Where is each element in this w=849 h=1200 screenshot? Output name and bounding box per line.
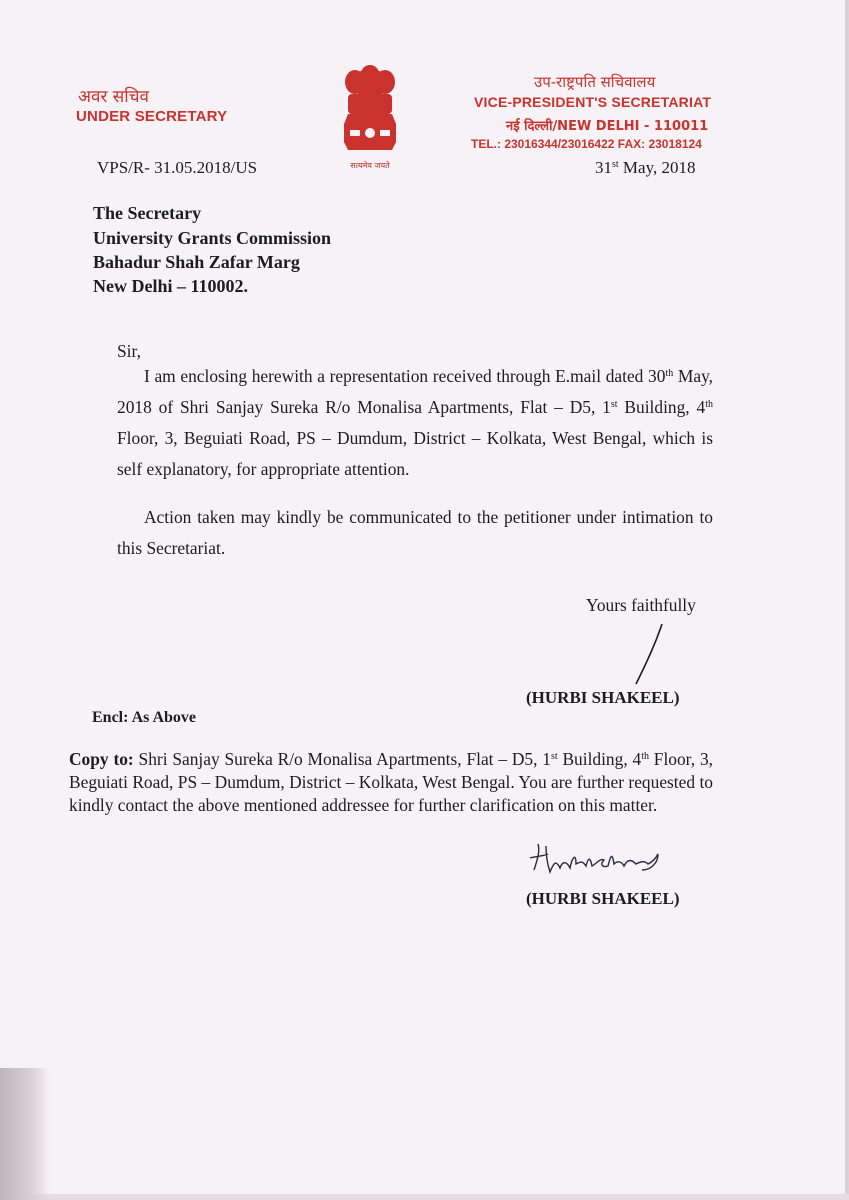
letter-date: 31st May, 2018 [595,158,696,177]
recipient-line-1: The Secretary [93,203,202,223]
body-paragraph-2: Action taken may kindly be communicated to the petitioner under intimation to this Secretariat. [117,507,713,558]
signatory-name-copy: (HURBI SHAKEEL) [526,889,680,908]
recipient-line-4: New Delhi – 110002. [93,276,248,296]
office-name: VICE-PRESIDENT'S SECRETARIAT [474,94,712,110]
national-emblem-icon [330,60,410,180]
signatory-name: (HURBI SHAKEEL) [526,688,680,707]
enclosure-note: Encl: As Above [92,709,197,726]
scan-edge [845,0,849,1200]
closing: Yours faithfully [586,595,696,615]
handwritten-signature [524,840,674,884]
signature-mark [632,622,666,686]
office-city: नई दिल्ली/NEW DELHI - 110011 [506,119,709,134]
salutation: Sir, [117,341,141,361]
designation-title: UNDER SECRETARY [76,108,228,125]
body-paragraph-1: I am enclosing herewith a representation received through E.mail dated 30th May, 2018 of Shri Sanjay Sureka R/o Monalisa Apartments, Flat – D5, 1st Building, 4th Floor, 3, Beguiati Road, PS – Dumdum, District – Kolkata, West Bengal, which is self explanatory, for appropriate attention. [117,366,714,479]
scan-edge [0,1194,849,1200]
recipient-line-3: Bahadur Shah Zafar Marg [93,252,300,272]
designation-hindi: अवर सचिव [78,87,149,107]
office-name-hindi: उप-राष्ट्रपति सचिवालय [534,73,656,91]
copy-to-paragraph: Copy to: Shri Sanjay Sureka R/o Monalisa Apartments, Flat – D5, 1st Building, 4th Floor, 3, Beguiati Road, PS – Dumdum, District – Kolkata, West Bengal. You are further requested to kindly contact the above mentioned addressee for further clarification on this matter. [69,749,713,815]
emblem-motto: सत्यमेव जयते [350,161,390,170]
copy-to-label: Copy to: [69,749,134,769]
office-phone-fax: TEL.: 23016344/23016422 FAX: 23018124 [471,137,702,151]
reference-number: VPS/R- 31.05.2018/US [97,158,258,177]
recipient-line-2: University Grants Commission [93,228,331,248]
scan-artifact [0,1068,50,1200]
